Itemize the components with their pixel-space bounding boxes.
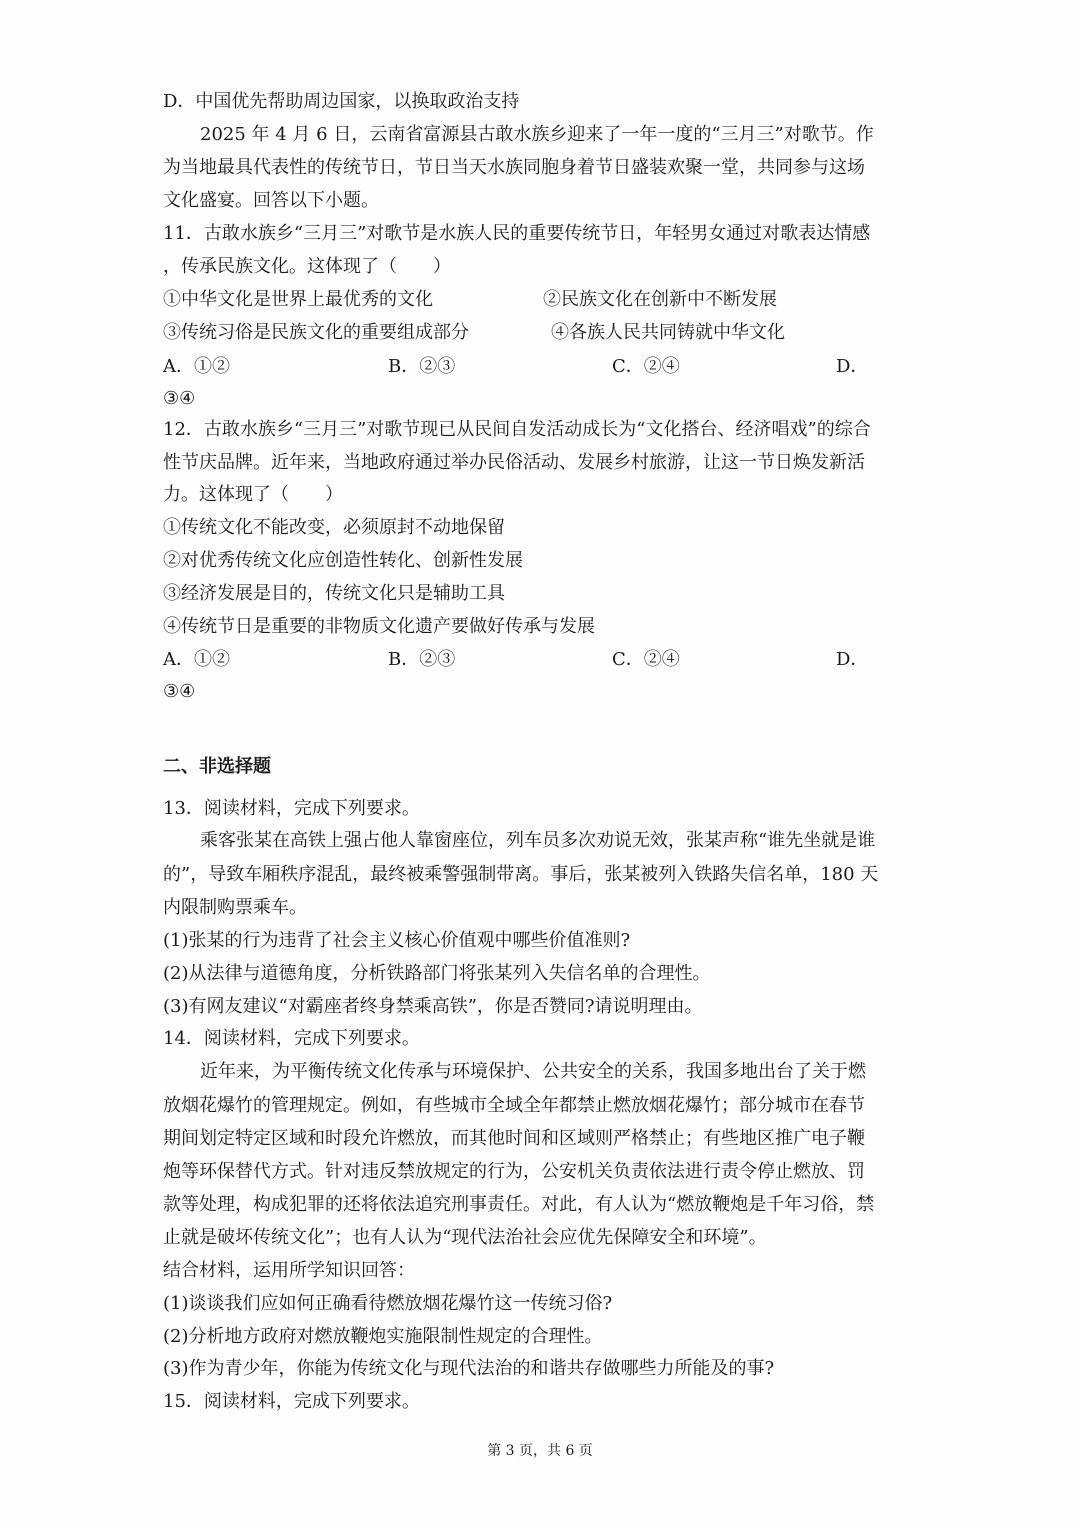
q14-prompt: 结合材料，运用所学知识回答： bbox=[163, 1260, 415, 1281]
q11-stem: ，传承民族文化。这体现了（ ） bbox=[163, 256, 451, 277]
q12-stem: 力。这体现了（ ） bbox=[163, 484, 343, 505]
q14-material: 炮等环保替代方式。针对违反禁放规定的行为，公安机关负责依法进行责令停止燃放、罚 bbox=[163, 1161, 865, 1182]
q11-option-d-wrap: ③④ bbox=[163, 388, 196, 409]
page-number: 第 3 页，共 6 页 bbox=[487, 1443, 593, 1459]
q12-option-b[interactable]: B．②③ bbox=[388, 649, 456, 670]
q13-title: 13．阅读材料，完成下列要求。 bbox=[163, 798, 420, 819]
q11-option-b[interactable]: B．②③ bbox=[388, 356, 456, 377]
q11-option-a[interactable]: A．①② bbox=[163, 356, 230, 377]
q13-material: 乘客张某在高铁上强占他人靠窗座位，列车员多次劝说无效，张某声称“谁先坐就是谁 bbox=[200, 830, 876, 851]
q12-statement: ④传统节日是重要的非物质文化遗产要做好传承与发展 bbox=[163, 616, 595, 637]
q14-title: 14．阅读材料，完成下列要求。 bbox=[163, 1028, 420, 1049]
q14-material: 款等处理，构成犯罪的还将依法追究刑事责任。对此，有人认为“燃放鞭炮是千年习俗，禁 bbox=[163, 1194, 875, 1215]
q11-option-c[interactable]: C．②④ bbox=[612, 356, 680, 377]
q14-sub-question: (2)分析地方政府对燃放鞭炮实施限制性规定的合理性。 bbox=[163, 1326, 603, 1347]
q11-option-d[interactable]: D． bbox=[836, 356, 869, 377]
q13-material: 的”，导致车厢秩序混乱，最终被乘警强制带离。事后，张某被列入铁路失信名单，180 天 bbox=[163, 864, 879, 885]
q15-title: 15．阅读材料，完成下列要求。 bbox=[163, 1391, 420, 1412]
q11-statement: ①中华文化是世界上最优秀的文化 bbox=[163, 289, 433, 310]
q11-statement: ②民族文化在创新中不断发展 bbox=[543, 289, 777, 310]
q12-option-d[interactable]: D． bbox=[836, 649, 869, 670]
prev-option-d: D．中国优先帮助周边国家，以换取政治支持 bbox=[163, 91, 520, 112]
q13-sub-question: (3)有网友建议“对霸座者终身禁乘高铁”，你是否赞同?请说明理由。 bbox=[163, 996, 703, 1017]
q12-option-c[interactable]: C．②④ bbox=[612, 649, 680, 670]
section-heading: 二、非选择题 bbox=[163, 756, 271, 777]
q12-stem: 12．古敢水族乡“三月三”对歌节现已从民间自发活动成长为“文化搭台、经济唱戏”的综合 bbox=[163, 419, 871, 440]
intro-line: 为当地最具代表性的传统节日，节日当天水族同胞身着节日盛装欢聚一堂，共同参与这场 bbox=[163, 157, 865, 178]
q14-material: 放烟花爆竹的管理规定。例如，有些城市全域全年都禁止燃放烟花爆竹；部分城市在春节 bbox=[163, 1095, 865, 1116]
q13-sub-question: (2)从法律与道德角度，分析铁路部门将张某列入失信名单的合理性。 bbox=[163, 963, 711, 984]
q12-statement: ③经济发展是目的，传统文化只是辅助工具 bbox=[163, 583, 505, 604]
q13-sub-question: (1)张某的行为违背了社会主义核心价值观中哪些价值准则? bbox=[163, 930, 631, 951]
q14-sub-question: (3)作为青少年，你能为传统文化与现代法治的和谐共存做哪些力所能及的事? bbox=[163, 1358, 775, 1379]
q11-statement: ③传统习俗是民族文化的重要组成部分 bbox=[163, 322, 469, 343]
q12-option-d-wrap: ③④ bbox=[163, 681, 196, 702]
q11-statement: ④各族人民共同铸就中华文化 bbox=[551, 322, 785, 343]
q12-statement: ②对优秀传统文化应创造性转化、创新性发展 bbox=[163, 550, 523, 571]
q11-stem: 11．古敢水族乡“三月三”对歌节是水族人民的重要传统节日，年轻男女通过对歌表达情感 bbox=[163, 223, 871, 244]
intro-line: 2025 年 4 月 6 日，云南省富源县古敢水族乡迎来了一年一度的“三月三”对歌节。作 bbox=[200, 124, 874, 145]
q14-material: 止就是破坏传统文化”；也有人认为“现代法治社会应优先保障安全和环境”。 bbox=[163, 1227, 767, 1248]
intro-line: 文化盛宴。回答以下小题。 bbox=[163, 190, 379, 211]
q13-material: 内限制购票乘车。 bbox=[163, 897, 307, 918]
q14-material: 期间划定特定区域和时段允许燃放，而其他时间和区域则严格禁止；有些地区推广电子鞭 bbox=[163, 1128, 865, 1149]
q14-sub-question: (1)谈谈我们应如何正确看待燃放烟花爆竹这一传统习俗? bbox=[163, 1293, 613, 1314]
q12-statement: ①传统文化不能改变，必须原封不动地保留 bbox=[163, 517, 505, 538]
q12-option-a[interactable]: A．①② bbox=[163, 649, 230, 670]
q14-material: 近年来，为平衡传统文化传承与环境保护、公共安全的关系，我国多地出台了关于燃 bbox=[200, 1061, 866, 1082]
q12-stem: 性节庆品牌。近年来，当地政府通过举办民俗活动、发展乡村旅游，让这一节日焕发新活 bbox=[163, 452, 865, 473]
